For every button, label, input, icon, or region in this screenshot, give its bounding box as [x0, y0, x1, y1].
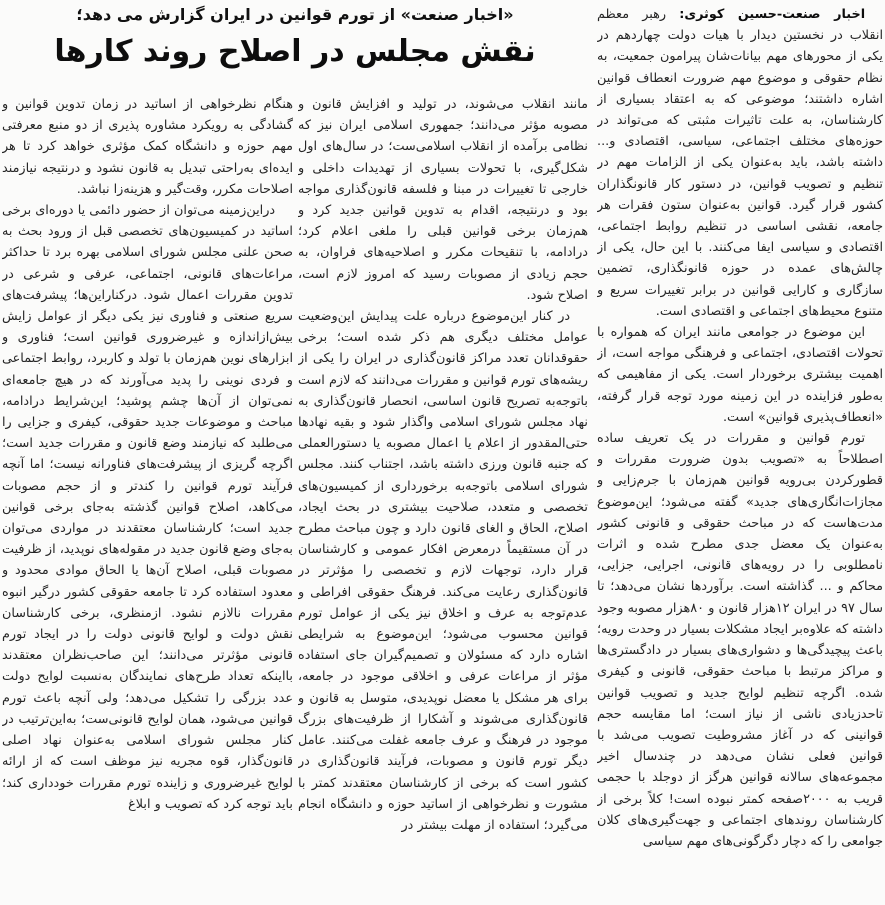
- article-column-middle: [298, 94, 588, 903]
- article-column-right: [597, 4, 883, 903]
- article-paragraph: این موضوع در جوامعی مانند ایران که همواره با تحولات اقتصادی، اجتماعی و فرهنگی مواجه است، از اهمیت بیشتری برخوردار است. یکی از مفاهیمی که به‌طور فزاینده در این زمینه مورد توجه قرار گرفته، «انعطاف‌پذیری قوانین» است.: [597, 325, 883, 425]
- article-byline: اخبار صنعت-حسین کوثری:: [679, 7, 866, 22]
- article-column-left: [2, 94, 293, 903]
- article-paragraph: [597, 4, 883, 322]
- article-paragraph: تورم قوانین و مقررات در یک تعریف ساده اصطلاحاً به «تصویب بدون ضرورت مقررات و قطورکردن بی‌رویه قوانین هم‌زمان با جرم‌زایی و مجازات‌انگاری‌های جدید» گفته می‌شود؛ این‌موضوع مدت‌هاست که در مباحث حقوقی و قانونی کشور به‌عنوان یک معضل جدی مطرح شده و اثرات نامطلوبی را در رویه‌های قانونی، اجرایی، جزایی، محاکم و ... گذاشته است. برآوردها نشان می‌دهد؛ تا سال ۹۷ در ایران ۱۲هزار قانون و ۸۰هزار مصوبه وجود داشته که علاوه‌بر ایجاد مشکلات بسیار در وحدت رویه؛ باعث پیچیدگی‌ها و دشواری‌های بسیار در دادگستری‌ها و مراکز مرتبط با مباحث حقوقی، قانونی و کیفری شده. اگرچه تنظیم لوایح جدید و تصویب قوانین تاحدزیادی ناشی از نیاز است؛ اما مقایسه حجم قوانینی که در آغاز مشروطیت تصویب می‌شد با قوانین فعلی نشان می‌دهد در چندسال اخیر مجموعه‌های سالانه قوانین هرگز از دوجلد با حجمی قریب به ۲۰۰۰صفحه کمتر نبوده است! کلاً برخی از کارشناسان روندهای اجتماعی و جهت‌گیری‌های کلان جوامعی را که دچار دگرگونی‌های مهم سیاسی: [597, 431, 883, 849]
- article-kicker: «اخبار صنعت» از تورم قوانین در ایران گزارش می دهد؛: [76, 5, 514, 24]
- article-paragraph: در کنار این‌موضوع درباره علت پیدایش این‌وضعیت عوامل مختلف دیگری هم ذکر شده است؛ برخی حقوقدانان تعدد مراکز قانون‌گذاری در ایران را یکی از ریشه‌های تورم قوانین و مقررات می‌دانند که لازم است باتوجه‌به تصریح قانون اساسی، انحصار قانون‌گذاری به نهاد مجلس شورای اسلامی واگذار شود و بقیه نهادها حتی‌المقدور از اعلام یا اعمال مصوبه یا دستورالعملی که جنبه قانون ورزی داشته باشد، اجتناب کنند. مجلس شورای اسلامی باتوجه‌به برخورداری از کمیسیون‌های تخصصی و متعدد، صلاحیت بیشتری در بحث ایجاد، اصلاح، الحاق و الغای قانون دارد و چون مباحث مطرح در آن مستقیماً درمعرض افکار عمومی و کارشناسان قرار دارد، توجهات لازم و تخصصی را مؤثرتر در قانون‌گذاری رعایت می‌کند. فرهنگ حقوقی افراطی و عدم‌توجه به عرف و اخلاق نیز یکی از عوامل تورم قوانین محسوب می‌شود؛ این‌موضوع به شرایطی اشاره دارد که مسئولان و تصمیم‌گیران جای استفاده مؤثر از مراعات عرفی و اخلاقی موجود در جامعه، برای هر مشکل یا معضل نوپدیدی، متوسل به قانون و قانون‌گذاری می‌شوند و آشکارا از ظرفیت‌های بزرگ موجود در فرهنگ و عرف جامعه غفلت می‌کنند. عامل دیگر تورم قانون و مصوبات، فرآیند قانون‌گذاری در کشور است که برخی از کارشناسان معتقدند کمتر با مشورت و نظرخواهی از اساتید حوزه و دانشگاه انجام می‌گیرد؛ استفاده از مهلت بیشتر در: [298, 309, 588, 833]
- article-paragraph: هنگام نظرخواهی از اساتید در زمان تدوین قوانین و گشادگی به رویکرد مشاوره پذیری از دو منبع معرفتی مهم حوزه و دانشگاه کمک مؤثری خواهد کرد تا هر ایده‌ای به‌راحتی تبدیل به قانون نشود و درنتیجه نیازمند اصلاحات مکرر، وقت‌گیر و هزینه‌زا نباشد.: [2, 97, 293, 197]
- article-paragraph: مانند انقلاب می‌شوند، در تولید و افزایش قانون و مصوبه مؤثر می‌دانند؛ جمهوری اسلامی ایران نیز که نظامی برآمده از انقلاب اسلامی‌ست؛ در سال‌های اول شکل‌گیری، با تحولات بسیاری از تهدیدات داخلی و خارجی تا تغییرات در مبنا و فلسفه قانون‌گذاری مواجه بود و درنتیجه، اقدام به تدوین قوانین جدید کرد و هم‌زمان برخی قوانین قبلی را ملغی اعلام کرد؛ درادامه، با تنقیحات مکرر و اصلاحیه‌های فراوان، به حجم زیادی از مصوبات رسید که امروز لازم است، اصلاح شود.: [298, 97, 588, 303]
- article-header: [0, 0, 590, 92]
- article-paragraph: دراین‌زمینه می‌توان از حضور دائمی یا دوره‌ای برخی اساتید در کمیسیون‌های تخصصی قبل از ورود بحث به صحن علنی مجلس شورای اسلامی بهره برد تا حداکثر مراعات‌های قانونی، اجتماعی، عرفی و شرعی در تدوین مقررات اعمال شود. درکناراین‌ها؛ پیشرفت‌های سریع صنعتی و فناوری نیز یکی دیگر از عوامل زایش بیش‌ازاندازه و غیرضروری قوانین است؛ فناوری و ابزارهای نوین هم‌زمان با تولد و کاربرد، روابط اجتماعی و فردی نوینی را پدید می‌آورند که در هیچ جامعه‌ای نمی‌توان از آن‌ها چشم پوشید؛ این‌شرایط درادامه، مباحث و موضوعات جدید حقوقی، کیفری و جزایی را می‌طلبد که نیازمند وضع قانون و مقررات جدید است؛ اگرچه گریزی از پیشرفت‌های فناورانه نیست؛ اما آنچه فرآیند تورم قوانین را کندتر و از حجم مصوبات می‌کاهد، اصلاح قوانین گذشته به‌جای برخی قوانین جدید است؛ کارشناسان معتقدند در مواردی می‌توان به‌جای وضع قانون جدید در مقوله‌های نوپدید، از ظرفیت مصوبات قبلی، اصلاح آن‌ها یا الحاق موادی محدود و معدود استفاده کرد تا جامعه حقوقی کشور درگیر انبوه مقررات نالازم نشود. ازمنظری، برخی کارشناسان نقش دولت و لوایح قانونی دولت را در ایجاد تورم قانونی مؤثرتر می‌دانند؛ این صاحب‌نظران معتقدند بااینکه تعداد طرح‌های نمایندگان به‌نسبت لوایح دولت عدد بزرگی را تشکیل می‌دهد؛ ولی آنچه باعث تورم قوانین می‌شود، همان لوایح قانونی‌ست؛ به‌این‌ترتیب در کنار مجلس شورای اسلامی به‌عنوان نهاد اصلی قانون‌گذار، قوه مجریه نیز موظف است که از ارائه لوایح غیرضروری و زاینده تورم مقررات خودداری کند؛ باید توجه کرد که تصویب و ابلاغ: [2, 203, 293, 812]
- article-paragraph-text: رهبر معظم انقلاب در نخستین دیدار با هیات دولت چهاردهم در یکی از محورهای مهم بیانات‌شان پیرامون جمعیت، به نظام حقوقی و موضوع مهم ضرورت انعطاف قوانین اشاره داشتند؛ موضوعی که به اعتقاد بسیاری از کارشناسان، به علت تاثیرات مثبتی که می‌تواند در حوزه‌های مختلف اجتماعی، سیاسی، اقتصادی و... داشته باشد، باید به‌عنوان یکی از الزامات مهم در تنظیم و تصویب قوانین، در دستور کار قانونگذاران کشور قرار گیرد. قوانین به‌عنوان ستون فقرات هر جامعه، نقشی اساسی در تنظیم روابط اجتماعی، اقتصادی و سیاسی ایفا می‌کنند. با این حال، یکی از چالش‌های عمده در حوزه قانونگذاری، تضمین سازگاری و کارایی قوانین در برابر تغییرات سریع و متنوع محیط‌های اجتماعی و اقتصادی است.: [597, 7, 883, 319]
- article-headline: نقش مجلس در اصلاح روند کارها: [54, 34, 536, 69]
